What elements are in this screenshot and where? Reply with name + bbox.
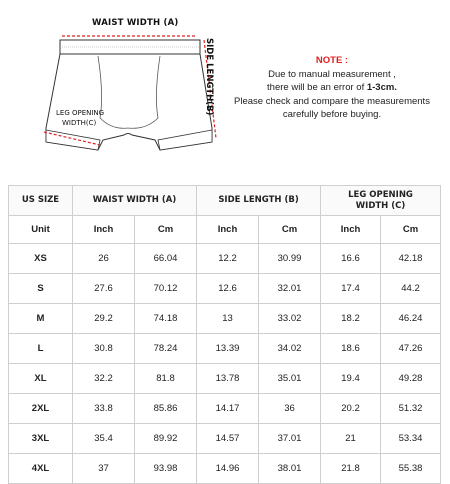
size-cell: M	[9, 304, 73, 334]
unit-cell: Cm	[135, 216, 197, 244]
measurement-cell: 32.01	[259, 274, 321, 304]
measurement-cell: 16.6	[321, 244, 381, 274]
measurement-cell: 35.4	[73, 424, 135, 454]
measurement-cell: 66.04	[135, 244, 197, 274]
measurement-cell: 46.24	[381, 304, 441, 334]
size-cell: L	[9, 334, 73, 364]
table-row	[9, 334, 441, 364]
measurement-cell: 34.02	[259, 334, 321, 364]
size-cell: 3XL	[9, 424, 73, 454]
note-title: NOTE :	[315, 55, 349, 66]
size-guide-header	[0, 0, 450, 178]
measurement-cell: 81.8	[135, 364, 197, 394]
note-line-2-prefix: there will be an error of	[267, 82, 367, 93]
measurement-cell: 42.18	[381, 244, 441, 274]
table-row	[9, 244, 441, 274]
size-cell: 4XL	[9, 454, 73, 484]
note-error-range: 1-3cm.	[366, 82, 397, 93]
measurement-cell: 74.18	[135, 304, 197, 334]
unit-row	[9, 216, 441, 244]
header-leg-opening-line-1: LEG OPENING	[348, 189, 413, 200]
measurement-cell: 53.34	[381, 424, 441, 454]
measurement-cell: 35.01	[259, 364, 321, 394]
size-cell: XL	[9, 364, 73, 394]
measurement-cell: 33.02	[259, 304, 321, 334]
measurement-cell: 37.01	[259, 424, 321, 454]
table-row	[9, 424, 441, 454]
unit-cell: Inch	[197, 216, 259, 244]
size-chart	[8, 185, 440, 484]
measurement-cell: 47.26	[381, 334, 441, 364]
measurement-cell: 14.17	[197, 394, 259, 424]
measurement-cell: 37	[73, 454, 135, 484]
header-leg-opening-line-2: WIDTH (C)	[355, 200, 406, 211]
measurement-cell: 14.57	[197, 424, 259, 454]
note-line-2	[232, 81, 432, 95]
table-row	[9, 454, 441, 484]
note-line-4: carefully before buying.	[282, 109, 382, 120]
measurement-cell: 78.24	[135, 334, 197, 364]
measurement-cell: 93.98	[135, 454, 197, 484]
size-cell: XS	[9, 244, 73, 274]
size-table	[8, 185, 441, 484]
measurement-cell: 30.8	[73, 334, 135, 364]
measurement-cell: 20.2	[321, 394, 381, 424]
measurement-cell: 13.39	[197, 334, 259, 364]
header-row	[9, 186, 441, 216]
table-row	[9, 274, 441, 304]
measurement-cell: 13.78	[197, 364, 259, 394]
measurement-cell: 26	[73, 244, 135, 274]
measurement-cell: 32.2	[73, 364, 135, 394]
table-row	[9, 364, 441, 394]
measurement-cell: 85.86	[135, 394, 197, 424]
header-leg-opening	[321, 186, 441, 216]
measurement-cell: 19.4	[321, 364, 381, 394]
measurement-cell: 21.8	[321, 454, 381, 484]
header-side-length: SIDE LENGTH (B)	[197, 186, 321, 216]
measurement-cell: 49.28	[381, 364, 441, 394]
side-length-label: SIDE LENGTH(B)	[204, 38, 214, 116]
unit-cell: Unit	[9, 216, 73, 244]
unit-cell: Cm	[381, 216, 441, 244]
header-us-size: US SIZE	[9, 186, 73, 216]
table-body	[9, 216, 441, 484]
measurement-cell: 27.6	[73, 274, 135, 304]
measurement-cell: 14.96	[197, 454, 259, 484]
measurement-cell: 12.6	[197, 274, 259, 304]
measurement-cell: 12.2	[197, 244, 259, 274]
measurement-cell: 55.38	[381, 454, 441, 484]
size-cell: S	[9, 274, 73, 304]
note-line-3: Please check and compare the measurements	[234, 95, 430, 107]
leg-opening-label: LEG OPENING	[56, 109, 105, 117]
measurement-cell: 51.32	[381, 394, 441, 424]
measurement-cell: 30.99	[259, 244, 321, 274]
table-row	[9, 304, 441, 334]
note-line-1: Due to manual measurement ,	[268, 68, 396, 80]
unit-cell: Inch	[321, 216, 381, 244]
measurement-note	[232, 54, 432, 122]
measurement-cell: 13	[197, 304, 259, 334]
measurement-cell: 38.01	[259, 454, 321, 484]
measurement-cell: 70.12	[135, 274, 197, 304]
unit-cell: Cm	[259, 216, 321, 244]
header-waist-width: WAIST WIDTH (A)	[73, 186, 197, 216]
measurement-cell: 18.2	[321, 304, 381, 334]
measurement-cell: 21	[321, 424, 381, 454]
unit-cell: Inch	[73, 216, 135, 244]
leg-opening-label-width: WIDTH(C)	[62, 119, 97, 127]
measurement-cell: 36	[259, 394, 321, 424]
measurement-cell: 18.6	[321, 334, 381, 364]
waist-width-label: WAIST WIDTH (A)	[92, 18, 179, 28]
size-cell: 2XL	[9, 394, 73, 424]
measurement-cell: 29.2	[73, 304, 135, 334]
table-row	[9, 394, 441, 424]
measurement-cell: 17.4	[321, 274, 381, 304]
measurement-cell: 44.2	[381, 274, 441, 304]
measurement-cell: 33.8	[73, 394, 135, 424]
measurement-cell: 89.92	[135, 424, 197, 454]
